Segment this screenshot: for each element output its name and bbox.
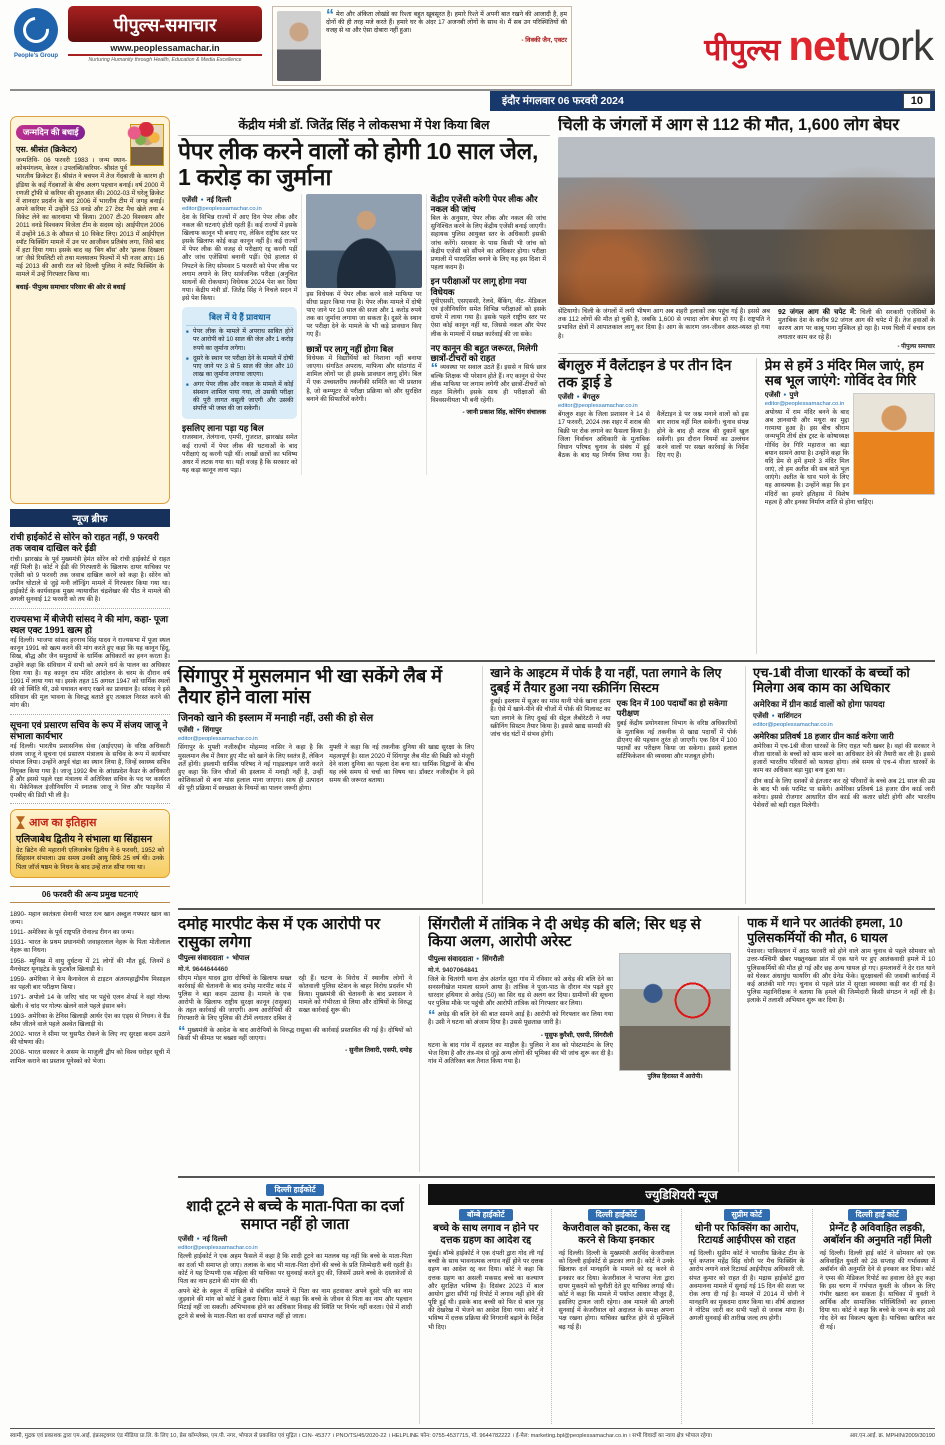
article-body: नई दिल्ली। दिल्ली के मुख्यमंत्री अरविंद केजरीवाल को दिल्ली हाईकोर्ट से झटका लगा है। कोर्ट ने उनके खिलाफ दर्ज मानहानि के मामले को रद्द करने से इनकार कर दिया। केजरीवाल ने भाजपा नेता द्वारा दायर मुकदमे को चुनौती देते हुए याचिका लगाई थी। कोर्ट ने कहा कि मामले में पर्याप्त आधार मौजूद हैं, इसलिए ट्रायल जारी रहेगा। अब मामले की अगली सुनवाई में केजरीवाल को अदालत के समक्ष अपना पक्ष रखना होगा। याचिका खारिज होने से मुश्किलें बढ़ गई हैं।: [558, 1250, 674, 1331]
quote-attribution: - सुनील तिवारी, एसपी, दमोह: [345, 1047, 412, 1054]
govind-dev-giri-photo: [853, 393, 935, 495]
news-brief-header: न्यूज ब्रीफ: [10, 509, 170, 527]
photo-credit: - पीपुल्स समाचार: [897, 343, 935, 350]
article-body: दुबई केंद्रीय प्रयोगशाला विभाग के वरिष्ठ अधिकारियों के मुताबिक नई तकनीक से खाद्य पदार्थों में पोर्क डीएनए की पहचान तुरंत हो जाएगी। एक दिन में 100 पदार्थों का परीक्षण किया जा सकेगा। इससे हलाल सर्टिफिकेशन की व्यवस्था और मजबूत होगी।: [616, 720, 737, 761]
article-headline: बेंगलुरु में वैलेंटाइन डे पर तीन दिन तक ड्राई डे: [558, 357, 732, 391]
byline: एजेंसी ● पुणे: [765, 391, 935, 400]
quote-body: अधेड़ की बलि देने की बात सामने आई है। आरोपी को गिरफ्तार कर लिया गया है। उसी ने घटना को अंजाम दिया है। उससे पूछताछ जारी है।: [428, 1011, 613, 1027]
history-box: [10, 809, 170, 878]
history-event: 1911- अमेरिका के पूर्व राष्ट्रपति रोनाल्ड रीगन का जन्म।: [10, 929, 134, 937]
article-body: इस विधेयक में पेपर लीक करने वाले माफिया पर सीधा प्रहार किया गया है। पेपर लीक मामले में दोषी पाए जाने पर 10 साल की सजा और 1 करोड़ रुपये तक का जुर्माना लगाया जा सकता है। दूसरे के स्थान पर परीक्षा देने के मामले के भी कड़े प्रावधान किए गए हैं।: [306, 290, 422, 339]
date-bar: [490, 91, 935, 111]
article-headline: दमोह मारपीट केस में एक आरोपी पर रासुका लगेगा: [178, 916, 381, 951]
history-headline: एलिजाबेथ द्वितीय ने संभाला था सिंहासन: [16, 834, 153, 846]
article-headline: प्रेम से हमें 3 मंदिर मिल जाएं, हम सब भूल जाएंगे: गोविंद देव गिरि: [764, 357, 924, 389]
article-headline: खाने के आइटम में पोर्क है या नहीं, पता लगाने के लिए दुबई में तैयार हुआ नया स्क्रीनिंग सिस्टम: [490, 666, 722, 695]
news-brief-item: [10, 720, 170, 805]
date-row: [10, 89, 935, 111]
article-body: पेशावर। पाकिस्तान में आठ फरवरी को होने वाले आम चुनाव से पहले सोमवार को उत्तर-पश्चिमी खैबर पख्तूनख्वा प्रांत में एक थाने पर हुए आतंकवादी हमले में 10 पुलिसकर्मियों की मौत हो गई और छह अन्य घायल हो गए। हमलावरों ने देर रात थाने को घेरकर अंधाधुंध फायरिंग की और ग्रेनेड फेंके। सुरक्षाबलों की जवाबी कार्रवाई में कई आतंकी मारे गए। चुनाव से पहले प्रांत में सुरक्षा व्यवस्था कड़ी कर दी गई है। पुलिस महानिरीक्षक ने बताया कि हमले की जिम्मेदारी किसी संगठन ने नहीं ली है। इलाके में तलाशी अभियान शुरू कर दिया है।: [747, 948, 935, 1005]
birthday-body: जन्मतिथि- 06 फरवरी 1983 । जन्म स्थान- कोथमंगलम, केरल । उपलब्धि/करियर- श्रीसंत पूर्व भारतीय क्रिकेटर हैं। श्रीसंत ने बचपन में तेज गेंदबाजी के कारण ही इंडिया के कई गेंदबाजों के बीच अलग पहचान बनाई। वर्ष 2000 में रणजी ट्रॉफी से करियर की शुरुआत की। 2002-03 में घरेलू क्रिकेट में शानदार प्रदर्शन के बाद 2006 में भारतीय टीम में जगह बनाई। अपने करियर में उन्होंने 53 वनडे और 27 टेस्ट मैच खेले तथा 4 विकेट लेने का कारनामा भी किया। 2007 टी-20 विश्वकप और 2011 वनडे विश्वकप विजेता टीम के सदस्य रहे। आईपीएल 2006 में उन्होंने 16.3 के औसत से 10 विकेट लिए। 2013 में आईपीएल स्पॉट फिक्सिंग मामले में उन पर आजीवन प्रतिबंध लगा, जिसे बाद में हटा दिया गया। इसके बाद वह 'बिग बॉस' और 'झलक दिखला जा' जैसे रियलिटी शो तथा मलयालम फिल्मों में भी नजर आए। 16 मई 2013 की आधी रात को दिल्ली पुलिस ने स्पॉट फिक्सिंग के मामले में उन्हें गिरफ्तार किया था।: [16, 157, 164, 279]
editor-email-link[interactable]: editor@peoplessamachar.co.in: [753, 721, 833, 728]
birthday-badge: जन्मदिन की बधाई: [16, 125, 85, 140]
article-headline: शादी टूटने से बच्चे के माता-पिता का दर्जा समाप्त नहीं हो जाता: [186, 1198, 404, 1233]
provision-item: ■ दूसरे के स्थान पर परीक्षा देने के मामले में दोषी पाए जाने पर 3 से 5 साल की जेल और 10 लाख का जुर्माना लगाया जाएगा।: [186, 355, 293, 379]
logo-work-text: work: [848, 22, 933, 69]
article-lead: देश के विभिन्न राज्यों में आए दिन पेपर लीक और नकल की घटनाएं होती रहती हैं। कई राज्यों में इसके खिलाफ कानून भी बनाए गए, लेकिन राष्ट्रीय स्तर पर इसके खिलाफ कोई कड़ा कानून नहीं है। कई राज्यों में पेपर लीक की वजह से परीक्षाएं रद्द करनी पड़ीं और जांच एजेंसियां बनानी पड़ीं। ऐसे हालात से निपटने के लिए सोमवार 5 फरवरी को पेपर लीक पर लगाम लगाने के लिए सार्वजनिक परीक्षा (अनुचित साधनों की रोकथाम) विधेयक 2024 पेश कर दिया गया। केंद्रीय मंत्री डॉ. जितेंद्र सिंह ने निचले सदन में इसे पेश किया।: [182, 213, 298, 303]
judiciary-item: [551, 1209, 675, 1424]
article-govind-dev-giri: [765, 358, 935, 654]
editor-email-link[interactable]: editor@peoplessamachar.co.in: [178, 736, 258, 743]
article-headline: बच्चे के साथ लगाव न होने पर दत्तक ग्रहण का आदेश रद्द: [433, 1223, 539, 1246]
section-head-exams: इन परीक्षाओं पर लागू होगा नया विधेयक: [430, 276, 527, 297]
quote-icon: [428, 1011, 438, 1018]
article-headline: चिली के जंगलों में आग से 112 की मौत, 1,600 लोग बेघर: [558, 116, 900, 134]
judiciary-item: [428, 1209, 544, 1424]
judiciary-news-section: [428, 1184, 935, 1424]
article-pakistan-attack: [747, 916, 935, 1172]
article-body: अमेरिका में एच-1बी वीजा धारकों के लिए राहत भरी खबर है। वहां की सरकार ने वीजा धारकों के बच्चों को काम करने का अधिकार देने की तैयारी कर ली है। इससे हजारों भारतीय परिवारों को फायदा होगा। लंबे समय से एच-4 वीजा धारकों के काम का अधिकार बड़ा मुद्दा बना हुआ था।: [753, 742, 935, 775]
article-column-2: [301, 194, 425, 476]
group-tagline: Nurturing Humanity through Health, Education & Media Excellence: [88, 57, 242, 63]
stat-lead: 92 जंगल आग की चपेट में:: [777, 309, 857, 317]
celebrity-quote-box: [272, 6, 572, 86]
article-h1b-visa: [745, 666, 935, 904]
brief-headline: सूचना एवं प्रसारण सचिव के रूप में संजय जाजू ने संभाला कार्यभार: [10, 719, 168, 741]
imprint-footer: [10, 1428, 935, 1439]
brief-headline: रांची हाईकोर्ट से सोरेन को राहत नहीं, 9 फरवरी तक जवाब दाखिल करे ईडी: [10, 532, 159, 554]
birthday-box: [10, 116, 170, 504]
section-body-exams: यूपीएससी, एसएससी, रेलवे, बैंकिंग, नीट- मेडिकल एवं इंजीनियरिंग समेत विभिन्न परीक्षाओं को इसके दायरे में लाया गया है। इसके पहले राष्ट्रीय स्तर पर ऐसा कोई कानून नहीं था, जिससे नकल और पेपर लीक के मामलों में सख्त कार्रवाई की जा सके।: [430, 297, 546, 338]
editor-email-link[interactable]: editor@peoplessamachar.co.in: [178, 1245, 258, 1252]
article-deck: अमेरिका में ग्रीन कार्ड वालों को होगा फायदा: [753, 698, 885, 709]
section-head-students: छात्रों पर लागू नहीं होगा बिल: [306, 343, 394, 354]
byline: एजेंसी ● नई दिल्ली: [178, 1235, 412, 1244]
court-kicker: दिल्ली हाईकोर्ट: [588, 1209, 645, 1221]
wildfire-photo: [558, 137, 935, 305]
photo-caption: पुलिस हिरासत में आरोपी।: [647, 1073, 703, 1080]
page-number: 10: [903, 93, 931, 109]
article-singapore-lab-meat: [178, 666, 737, 904]
history-event: 1958- म्यूनिख में वायु दुर्घटना में 21 लोगों की मौत हुई, जिनमें 8 मैनचेस्टर यूनाइटेड के फुटबॉल खिलाड़ी थे।: [10, 957, 170, 973]
logo-hindi-text: पीपुल्स: [704, 34, 781, 67]
quote-attribution: - जानी प्रकाश सिंह, कोचिंग संचालक: [462, 409, 546, 417]
accused-arrest-photo: [619, 953, 731, 1071]
judiciary-item: [681, 1209, 805, 1424]
quote-body: मुख्यमंत्री के आदेश के बाद आरोपियों के विरुद्ध रासुका की कार्रवाई प्रस्तावित की गई है। दोषियों को किसी भी कीमत पर बख्शा नहीं जाएगा।: [178, 1026, 412, 1042]
judiciary-header: ज्युडिशियरी न्यूज: [428, 1184, 935, 1205]
byline: एजेंसी ● वाशिंगटन: [753, 712, 935, 721]
quote-icon: [431, 364, 441, 371]
article-headline: धोनी पर फिक्सिंग का आरोप, रिटायर्ड आईपीएस को राहत: [694, 1223, 799, 1246]
byline: एजेंसी ● नई दिल्ली: [182, 196, 297, 205]
history-event: 1971- अपोलो 14 के जरिए चांद पर पहुंचे एलन शेपर्ड ने वहां गोल्फ खेली। वे चांद पर गोल्फ खेलने वाले पहले इंसान बने।: [10, 994, 170, 1010]
provisions-box: [182, 307, 297, 419]
article-body: घटना के बाद गांव में दहशत का माहौल है। पुलिस ने शव को पोस्टमार्टम के लिए भेज दिया है और तंत्र-मंत्र से जुड़े अन्य लोगों की भूमिका की भी जांच शुरू कर दी है। गांव में अतिरिक्त बल तैनात किया गया है।: [428, 1041, 613, 1065]
brief-body: रांची। झारखंड के पूर्व मुख्यमंत्री हेमंत सोरेन को रांची हाईकोर्ट से राहत नहीं मिली है। कोर्ट ने ईडी की गिरफ्तारी के खिलाफ दायर याचिका पर एजेंसी को 9 फरवरी तक जवाब दाखिल करने को कहा है। सोरेन को जमीन घोटाले से जुड़े मनी लॉन्ड्रिंग मामले में गिरफ्तार किया गया था। हाईकोर्ट के कार्यवाहक मुख्य न्यायाधीश चंद्रशेखर की पीठ ने मामले की अगली सुनवाई 12 फरवरी को तय की है।: [10, 555, 170, 604]
brief-body: नई दिल्ली। भारतीय प्रशासनिक सेवा (आईएएस) के वरिष्ठ अधिकारी संजय जाजू ने सूचना एवं प्रसारण मंत्रालय के सचिव के रूप में कार्यभार संभाल लिया। उन्होंने अपूर्व चंद्रा का स्थान लिया है, जिन्हें स्वास्थ्य सचिव नियुक्त किया गया है। जाजू 1992 बैच के आंध्रप्रदेश कैडर के अधिकारी हैं और इससे पहले रक्षा मंत्रालय में अतिरिक्त सचिव के पद पर कार्यरत थे। मैकेनिकल इंजीनियरिंग में स्नातक जाजू ने वित्त और फाइनेंस में एमबीए की डिग्री भी ली है।: [10, 743, 170, 800]
quote-icon: [178, 1027, 188, 1034]
birthday-person-name: एस. श्रीसंत (क्रिकेटर): [16, 145, 78, 154]
court-kicker: सुप्रीम कोर्ट: [724, 1209, 771, 1221]
photo-caption: सेंटियागो। चिली के जंगलों में लगी भीषण आग अब शहरी इलाकों तक पहुंच गई है। इससे अब तक 112 लोगों की मौत हो चुकी है, जबकि 1,600 से ज्यादा लोग बेघर हो गए हैं। राष्ट्रपति ने प्रभावित क्षेत्रों में आपातकाल लागू कर दिया है। आग के कारण जन-जीवन अस्त-व्यस्त हो गया है।: [558, 308, 770, 340]
quote-icon: [326, 11, 336, 18]
history-title-row: [16, 815, 164, 830]
history-body: ग्रेट ब्रिटेन की महारानी एलिजाबेथ द्वितीय ने 6 फरवरी, 1952 को सिंहासन संभाला। उस समय उनकी आयु सिर्फ 25 वर्ष थी। उनके पिता जॉर्ज षष्ठम के निधन के बाद उन्हें ताज सौंपा गया था।: [16, 847, 164, 871]
brief-headline: राज्यसभा में बीजेपी सांसद ने की मांग, कहा- पूजा स्थल एक्ट 1991 खत्म हो: [10, 613, 169, 635]
quote-text: मेरा और अंकिता लोखंडे का रिश्ता बहुत खूबसूरत है। हमारे रिश्ते में अपनी बात रखने की आजादी है, हम दोनों की ही तरह मजे करते हैं। हमारे घर के अंदर 17 अजनबी लोगों के साथ थे। मैं सब उन परिस्थितियों की वजह से था और ऐसा दोबारा नहीं हुआ।: [326, 11, 567, 35]
article-headline: प्रेग्नेंट है अविवाहित लड़की, अबॉर्शन की अनुमति नहीं मिली: [822, 1223, 932, 1246]
website-link[interactable]: www.peoplessamachar.in: [68, 42, 262, 56]
article-paper-leak-bill: [178, 116, 550, 654]
article-body: सीएम मोहन यादव द्वारा दोषियों के खिलाफ सख्त कार्रवाई की चेतावनी के बाद दमोह मारपीट कांड में पुलिस ने बड़ा कदम उठाया है। मामले के एक आरोपी के खिलाफ राष्ट्रीय सुरक्षा कानून (रासुका) के तहत कार्रवाई की जाएगी। अन्य आरोपियों की गिरफ्तारी के लिए पुलिस की टीमें लगातार दबिश दे रही हैं। घटना के विरोध में स्थानीय लोगों ने कोतवाली पुलिस स्टेशन के बाहर विरोध प्रदर्शन भी किया। मुख्यमंत्री की चेतावनी के बाद प्रशासन ने मामले को गंभीरता से लिया और दोषियों के विरुद्ध सख्त कार्रवाई शुरू की।: [178, 974, 412, 1023]
group-name: People's Group: [13, 53, 59, 59]
page-header: [10, 6, 935, 86]
history-event: 1959- अमेरिका ने केप कैनावेरल से टाइटन अंतरमहाद्वीपीय मिसाइल का पहली बार परीक्षण किया।: [10, 976, 170, 992]
article-headline: सिंगरौली में तांत्रिक ने दी अधेड़ की बलि; सिर धड़ से किया अलग, आरोपी अरेस्ट: [428, 916, 701, 951]
article-body: दिल्ली हाईकोर्ट ने एक अहम फैसले में कहा है कि शादी टूटने का मतलब यह नहीं कि बच्चे के माता-पिता का दर्जा भी समाप्त हो जाए। तलाक के बाद भी माता-पिता दोनों की बच्चे के प्रति जिम्मेदारी बनी रहती है। कोर्ट ने यह टिप्पणी एक महिला की याचिका पर सुनवाई करते हुए की, जिसमें उसने बच्चे के दस्तावेजों से पिता का नाम हटाने की मांग की थी।: [178, 1253, 412, 1285]
article-headline: केजरीवाल को झटका, केस रद्द करने से किया इनकार: [562, 1223, 670, 1246]
reporter-phone: मो.नं. 9644644460: [178, 965, 228, 973]
article-body: मुफ्ती ने कहा कि नई तकनीक दुनिया की खाद्य सुरक्षा के लिए महत्वपूर्ण है। साल 2020 में सिंगापुर लैब मीट की बिक्री को मंजूरी देने वाला दुनिया का पहला देश बना था। धार्मिक विद्वानों के बीच यह लंबे समय से चर्चा का विषय था। डॉक्टर नजीरुद्दीन ने इसे समय की जरूरत बताया।: [329, 744, 475, 785]
article-body: सिंगापुर के मुफ्ती नजीरुद्दीन मोहम्मद नासिर ने कहा है कि मुसलमान लैब में तैयार हुए मीट को खाने के लिए स्वतंत्र हैं, लेकिन शर्तें होंगी। इस्लामी धार्मिक परिषद ने नई गाइडलाइन जारी करते हुए कहा कि जिन चीजों की इस्लाम में मनाही नहीं है, उन्हीं कोशिकाओं से बना मांस हलाल माना जाएगा। साथ ही उत्पादन की पूरी प्रक्रिया में स्वच्छता के नियमों का पालन जरूरी होगा।: [178, 744, 324, 793]
article-headline: एच-1बी वीजा धारकों के बच्चों को मिलेगा अब काम का अधिकार: [753, 666, 910, 695]
section-body-students: विधेयक में विद्यार्थियों को निशाना नहीं बनाया जाएगा। संगठित अपराध, माफिया और सांठगांठ में शामिल लोगों पर ही इसके प्रावधान लागू होंगे। बिल में एक उच्चस्तरीय तकनीकी समिति का भी प्रस्ताव है, जो कम्प्यूटर से परीक्षा प्रक्रिया को और सुरक्षित बनाने की सिफारिशें करेगी।: [306, 354, 422, 403]
article-body: बेंगलुरु शहर के जिला प्रशासन ने 14 से 17 फरवरी, 2024 तक शहर में शराब की बिक्री पर रोक लगाने का फैसला किया है। जिला निर्वाचन अधिकारी के मुताबिक विधान परिषद चुनाव के संबंध में हुई बैठक के बाद यह निर्णय लिया गया है। वैलेंटाइन डे पर जश्न मनाने वालों को इस बार शराब नहीं मिल सकेगी। चुनाव संपन्न होने के बाद ही शराब की दुकानें खुल सकेंगी। इस दौरान नियमों का उल्लंघन करने वालों पर सख्त कार्रवाई के निर्देश दिए गए हैं।: [558, 411, 749, 460]
article-subhead: अमेरिका प्रतिवर्ष 18 हजार ग्रीन कार्ड करेगा जारी: [753, 731, 894, 741]
editor-email-link[interactable]: editor@peoplessamachar.co.in: [182, 205, 262, 212]
brief-body: नई दिल्ली। भाजपा सांसद हरनाथ सिंह यादव ने राज्यसभा में पूजा स्थल कानून 1991 को खत्म करने की मांग करते हुए कहा कि यह कानून हिंदू, सिख, बौद्ध और जैन समुदायों के धार्मिक अधिकारों का हनन करता है। उन्होंने कहा कि संविधान में सभी को अपने धर्म के पालन का अधिकार दिया गया है। यह कानून राम मंदिर आंदोलन के चरम के दौरान वर्ष 1991 में लाया गया था। इसके तहत 15 अगस्त 1947 को धार्मिक स्थलों की जो स्थिति थी, उसे यथावत बनाए रखने का प्रावधान है। सांसद ने इसे संविधान की मूल भावना के विरुद्ध बताते हुए तत्काल निरस्त करने की मांग की।: [10, 637, 170, 710]
article-body: ग्रीन कार्ड के लिए दशकों से इंतजार कर रहे परिवारों के बच्चे अब 21 साल की उम्र के बाद भी वर्क परमिट पा सकेंगे। अमेरिका प्रतिवर्ष 18 हजार ग्रीन कार्ड जारी करेगा। इससे रोजगार आधारित ग्रीन कार्ड की कतार छोटी होगी और भारतीय पेशेवरों को बड़ी राहत मिलेगी।: [753, 777, 935, 810]
main-column: [178, 116, 935, 1424]
article-delhi-hc-parents: [178, 1184, 420, 1424]
article-deck: जिनको खाने की इस्लाम में मनाही नहीं, उसी की हो सेल: [178, 713, 374, 725]
byline: पीपुल्स संवाददाता ● भोपाल: [178, 954, 412, 963]
byline: पीपुल्स संवाददाता ● सिंगरौली: [428, 955, 613, 964]
history-events-list: [10, 911, 170, 1068]
history-subhead: 06 फरवरी की अन्य प्रमुख घटनाएं: [10, 886, 170, 903]
imprint-text: स्वामी, मुद्रक एवं प्रकाशक द्वारा एम.आई. इंफ्रास्ट्रक्चर एंड मीडिया प्रा.लि. के लिए 10, प्रेस कॉम्प्लेक्स, एम.पी. नगर, भोपाल से प्रकाशित एवं मुद्रित । CIN- 45377 । PNO/TS/45/2020-22 । HELPLINE फोन: 0755-4537715, मो. 9644782222 । ई-मेल: marketing.bpl@peoplessamachar.co.in । सभी विवादों का न्याय क्षेत्र भोपाल रहेगा।: [10, 1433, 713, 1439]
article-subhead: एक दिन में 100 पदार्थों का हो सकेगा परीक्षण: [616, 698, 728, 719]
history-event: 1890- महान स्वतंत्रता सेनानी भारत रत्न खान अब्दुल गफ्फार खान का जन्म।: [10, 910, 170, 926]
history-title: आज का इतिहास: [29, 817, 97, 830]
network-logo: [582, 22, 935, 70]
masthead-title: पीपुल्स-समाचार: [68, 6, 262, 42]
article-body: मुंबई। बॉम्बे हाईकोर्ट ने एक दंपती द्वारा गोद ली गई बच्ची के साथ भावनात्मक लगाव नहीं होने पर दत्तक ग्रहण का आदेश रद्द कर दिया। कोर्ट ने कहा कि दत्तक ग्रहण का असली मकसद बच्चे का कल्याण और सुरक्षित भविष्य है। दिसंबर 2023 में बाल आयोग द्वारा सौंपी गई रिपोर्ट में लगाव नहीं होने की पुष्टि हुई थी। इसके बाद बच्ची को फिर से बाल गृह की देखरेख में भेजने का आदेश दिया गया। कोर्ट ने भविष्य में दत्तक प्रक्रिया की निगरानी बढ़ाने के निर्देश भी दिए।: [428, 1250, 544, 1331]
court-kicker: दिल्ली हाईकोर्ट: [266, 1184, 323, 1196]
court-kicker: बॉम्बे हाईकोर्ट: [459, 1209, 513, 1221]
article-body: जिले के चितरंगी थाना क्षेत्र अंतर्गत सूदा गांव में रविवार को अधेड़ की बलि देने का सनसनीखेज मामला सामने आया है। तांत्रिक ने पूजा-पाठ के दौरान मंत्र पढ़ते हुए धारदार हथियार से अधेड़ (50) का सिर धड़ से अलग कर दिया। ग्रामीणों की सूचना पर पुलिस मौके पर पहुंची और आरोपी तांत्रिक को गिरफ्तार कर लिया।: [428, 975, 613, 1008]
article-body: नई दिल्ली। सुप्रीम कोर्ट ने भारतीय क्रिकेट टीम के पूर्व कप्तान महेंद्र सिंह धोनी पर मैच फिक्सिंग के आरोप लगाने वाले रिटायर्ड आईपीएस अधिकारी जी. संपत कुमार को राहत दी है। मद्रास हाईकोर्ट द्वारा अवमानना मामले में सुनाई गई 15 दिन की सजा पर रोक लगा दी गई है। मामले में 2014 में धोनी ने मानहानि का मुकदमा दायर किया था। शीर्ष अदालत ने नोटिस जारी कर सभी पक्षों से जवाब मांगा है। अगली सुनवाई की तारीख जल्द तय होगी।: [689, 1250, 805, 1323]
article-headline: पेपर लीक करने वालों को होगी 10 साल जेल, 1 करोड़ का जुर्माना: [178, 135, 550, 191]
section-head-agency: केंद्रीय एजेंसी करेगी पेपर लीक और नकल की जांच: [430, 193, 538, 214]
section-head-why: इसलिए लाना पड़ा यह बिल: [182, 423, 264, 434]
masthead-block: [10, 6, 262, 86]
article-headline: सिंगापुर में मुसलमान भी खा सकेंगे लैब में तैयार होने वाला मांस: [178, 666, 442, 707]
article-bengaluru-dry-day: [558, 358, 757, 654]
flowers-icon: [123, 122, 163, 148]
quote-attribution: - विक्की जैन, एक्टर: [521, 37, 567, 45]
article-damoh-nsa: [178, 916, 420, 1172]
article-headline: पाक में थाने पर आतंकी हमला, 10 पुलिसकर्मियों की मौत, 6 घायल: [747, 916, 903, 946]
section-head-quote: नए कानून की बहुत जरूरत, मिलेगी छात्रों-टीचरों को राहत: [430, 342, 538, 364]
article-kicker: केंद्रीय मंत्री डॉ. जितेंद्र सिंह ने लोकसभा में पेश किया बिल: [238, 118, 490, 132]
provisions-title: बिल में ये हैं प्रावधान: [186, 311, 293, 326]
news-brief-item: [10, 614, 170, 715]
article-body: नई दिल्ली। दिल्ली हाई कोर्ट ने सोमवार को एक अविवाहित युवती को 28 सप्ताह की गर्भावस्था में अबॉर्शन की अनुमति देने से इनकार कर दिया। कोर्ट ने एम्स की मेडिकल रिपोर्ट का हवाला देते हुए कहा कि इस चरण में गर्भपात युवती के जीवन के लिए गंभीर खतरा बन सकता है। याचिका में युवती ने आर्थिक और सामाजिक परिस्थितियों का हवाला दिया था। कोर्ट ने कहा कि बच्चे के जन्म के बाद उसे गोद देने का विकल्प खुला है। याचिका खारिज कर दी गई।: [819, 1250, 935, 1331]
provision-item: ■ पेपर लीक के मामले में अपराध साबित होने पर आरोपी को 10 साल की जेल और 1 करोड़ रुपये का जुर्माना लगेगा।: [186, 328, 293, 352]
article-column-3: [426, 194, 550, 476]
provision-item: ■ अगर पेपर लीक और नकल के मामले में कोई संस्थान शामिल पाया गया, तो उसकी परीक्षा की पूरी लागत वसूली जाएगी और उसकी संपत्ति भी जब्त की जा सकेगी।: [186, 381, 293, 413]
stat-body: चिली की सरकारी एजेंसियों के मुताबिक देश के करीब 92 जंगल आग की चपेट में हैं। तेज हवाओं के कारण आग पर काबू पाना मुश्किल हो रहा है। मध्य चिली में बचाव दल लगातार काम कर रहे हैं।: [777, 309, 935, 341]
article-chile-fire: [558, 116, 935, 354]
history-event: 1993- अमेरिका के टेनिस खिलाड़ी आर्थर ऐश का एड्स से निधन। वे ग्रैंड स्लैम जीतने वाले पहले अश्वेत खिलाड़ी थे।: [10, 1012, 170, 1028]
article-singrauli-sacrifice: [428, 916, 739, 1172]
article-column-1: [178, 194, 301, 476]
byline: एजेंसी ● बेंगलुरु: [558, 393, 749, 402]
editor-email-link[interactable]: editor@peoplessamachar.co.in: [558, 403, 638, 410]
article-body: अयोध्या में राम मंदिर बनने के बाद अब ज्ञानवापी और मथुरा का मुद्दा गरमाया हुआ है। इस बीच श्रीराम जन्मभूमि तीर्थ क्षेत्र ट्रस्ट के कोषाध्यक्ष गोविंद देव गिरि महाराज का बड़ा बयान सामने आया है। उन्होंने कहा कि यदि प्रेम से हमें हमारे 3 मंदिर मिल जाएं, तो हम अतीत की सब बातें भूल जाएंगे। अतीत के घाव भरने के लिए यह आवश्यक है। उन्होंने कहा कि इन मंदिरों का हमारे इतिहास में विशेष महत्व है और इनका निर्माण शांति से होना चाहिए।: [764, 408, 874, 506]
byline: एजेंसी ● सिंगापुर: [178, 726, 474, 735]
article-dubai-pork-screening: [482, 666, 737, 904]
article-body: अपने बेटे के स्कूल में दाखिले से संबंधित मामले में पिता का नाम हटवाकर अपने दूसरे पति का नाम जुड़वाने की मांग को कोर्ट ने ठुकरा दिया। कोर्ट ने कहा कि बच्चे के जीवन से पिता का नाम और पहचान मिटाई नहीं जा सकती। अभिभावक होने का अधिकार विवाह की स्थिति पर निर्भर नहीं करता। ऐसे में शादी टूटने से बच्चे के माता-पिता का दर्जा समाप्त नहीं हो जाता।: [178, 1288, 412, 1320]
minister-photo: [306, 194, 421, 288]
logo-net-text: net: [788, 22, 849, 69]
birthday-closing: बधाई- पीपुल्स समाचार परिवार की ओर से बधाई: [16, 283, 126, 291]
hourglass-icon: [16, 816, 25, 829]
section-body-agency: बिल के अनुसार, पेपर लीक और नकल की जांच सुनिश्चित करने के लिए केंद्रीय एजेंसी बनाई जाएगी। सहायक पुलिस आयुक्त स्तर के अधिकारी इसकी जांच करेंगे। सरकार के पास किसी भी जांच को केंद्रीय एजेंसी को सौंपने का अधिकार होगा। परीक्षा प्रणाली में पारदर्शिता बनाने के लिए यह इस दिशा में पहला कदम है।: [430, 215, 546, 272]
history-event: 2002- भारत ने सीमा पर घुसपैठ रोकने के लिए नए सुरक्षा कदम उठाने की घोषणा की।: [10, 1031, 170, 1047]
reporter-phone: मो.नं. 9407064841: [428, 966, 478, 974]
article-body: दुबई। इस्लाम में सूअर का मांस यानी पोर्क खाना हराम है। ऐसे में खाने-पीने की चीजों में पोर्क की मिलावट का पता लगाने के लिए दुबई की सेंट्रल लैबोरेटरी ने नया स्क्रीनिंग सिस्टम तैयार किया है। इससे खाद्य सामग्री की जांच चंद घंटों में संभव होगी।: [490, 698, 611, 738]
judiciary-item: [812, 1209, 936, 1424]
history-event: 2008- भारत सरकार ने असम के माजुली द्वीप को विश्व धरोहर सूची में शामिल कराने का प्रस्ताव यूनेस्को को भेजा।: [10, 1049, 170, 1065]
quote-attribution: - यूसुफ कुरैशी, एसपी, सिंगरौली: [540, 1031, 613, 1039]
editor-email-link[interactable]: editor@peoplessamachar.co.in: [764, 400, 845, 407]
history-event: 1931- भारत के प्रथम प्रधानमंत्री जवाहरलाल नेहरू के पिता मोतीलाल नेहरू का निधन।: [10, 939, 170, 955]
section-body-why: राजस्थान, तेलंगाना, एमपी, गुजरात, झारखंड समेत कई राज्यों में पेपर लीक की घटनाओं के बाद परीक्षाएं रद्द करनी पड़ी थीं। लाखों छात्रों का भविष्य अधर में लटक गया था। यही वजह है कि सरकार को यह कड़ा कानून लाना पड़ा।: [182, 434, 298, 475]
rni-number: आर.एन.आई. क्र. MPHIN/2009/30190: [849, 1433, 935, 1439]
left-column: [10, 116, 170, 1424]
dateline: इंदौर मंगलवार 06 फरवरी 2024: [502, 95, 624, 107]
news-brief-item: [10, 532, 170, 609]
peoples-group-logo-icon: [14, 8, 58, 52]
court-kicker: दिल्ली हाई कोर्ट: [848, 1209, 907, 1221]
vicky-jain-photo: [277, 11, 321, 81]
quote-body: व्यवस्था पर सवाल उठते हैं। इससे न सिर्फ छात्र बल्कि शिक्षक भी परेशान होते हैं। नए कानून से पेपर लीक माफिया पर लगाम लगेगी और छात्रों-टीचरों को राहत मिलेगी। इसके साथ ही परीक्षाओं की विश्वसनीयता भी बनी रहेगी।: [430, 364, 546, 405]
